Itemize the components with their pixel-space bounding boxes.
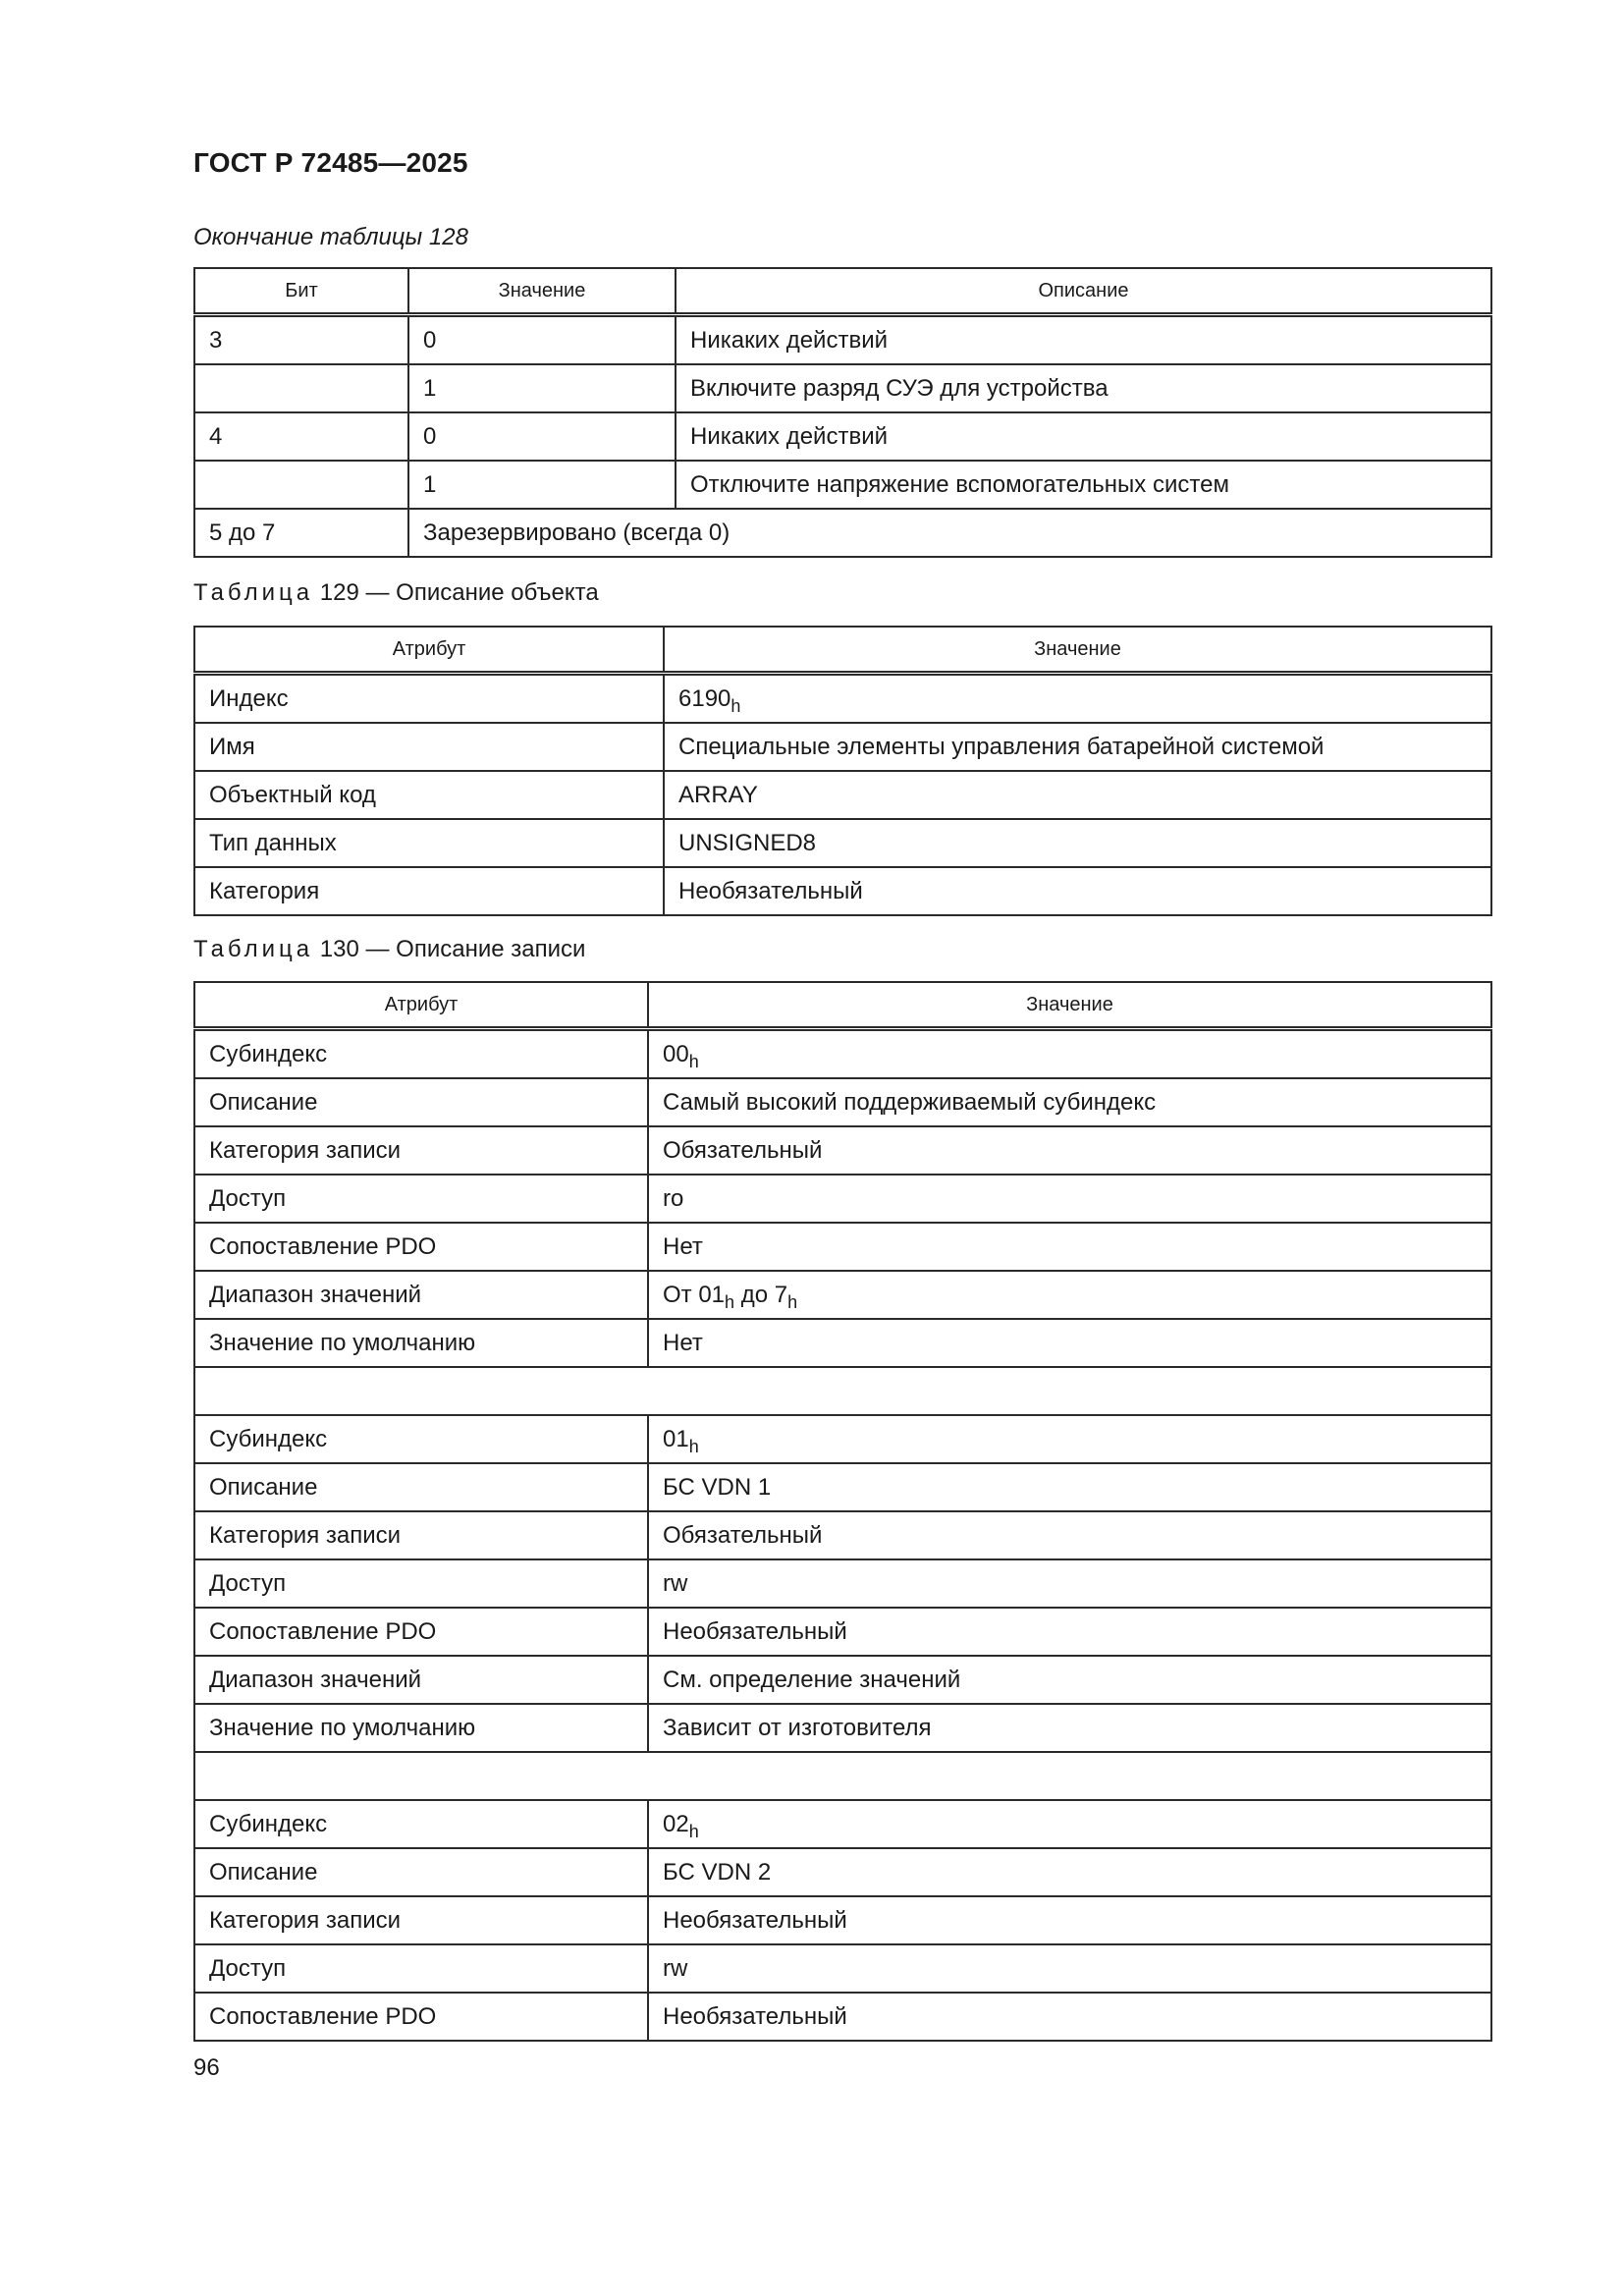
cell-description: Отключите напряжение вспомогательных систем xyxy=(676,461,1491,509)
cell-value: Специальные элементы управления батарейной системой xyxy=(664,723,1491,771)
header-value: Значение xyxy=(664,627,1491,674)
table-row xyxy=(194,1319,1491,1367)
table-row xyxy=(194,819,1491,867)
cell-value xyxy=(648,1029,1491,1079)
cell-attribute: Объектный код xyxy=(194,771,664,819)
header-value: Значение xyxy=(648,982,1491,1029)
table-row xyxy=(194,1511,1491,1559)
table-row xyxy=(194,1944,1491,1993)
cell-attribute: Категория записи xyxy=(194,1896,648,1944)
cell-value: 1 xyxy=(408,461,676,509)
hex-subscript: h xyxy=(688,1051,699,1071)
table-header-row xyxy=(194,627,1491,674)
caption-prefix: Таблица xyxy=(193,936,314,962)
table-row xyxy=(194,1078,1491,1126)
header-description: Описание xyxy=(676,268,1491,315)
table-row xyxy=(194,1271,1491,1319)
table-row xyxy=(194,1800,1491,1848)
table-128-caption: Окончание таблицы 128 xyxy=(193,224,468,250)
table-130 xyxy=(193,981,1492,2042)
table-row xyxy=(194,412,1491,461)
table-row xyxy=(194,1704,1491,1752)
cell-bit: 5 до 7 xyxy=(194,509,408,557)
table-row xyxy=(194,771,1491,819)
table-row xyxy=(194,1656,1491,1704)
caption-text: 129 — Описание объекта xyxy=(319,579,599,606)
cell-attribute: Субиндекс xyxy=(194,1415,648,1463)
cell-value: ARRAY xyxy=(664,771,1491,819)
table-row xyxy=(194,461,1491,509)
separator-row xyxy=(194,1752,1491,1800)
cell-attribute: Категория записи xyxy=(194,1511,648,1559)
cell-attribute: Описание xyxy=(194,1078,648,1126)
cell-bit xyxy=(194,364,408,412)
cell-attribute: Категория xyxy=(194,867,664,915)
cell-value: 0 xyxy=(408,315,676,365)
cell-attribute: Категория записи xyxy=(194,1126,648,1175)
table-row xyxy=(194,1223,1491,1271)
cell-reserved: Зарезервировано (всегда 0) xyxy=(408,509,1491,557)
value-text: 01 xyxy=(663,1425,689,1452)
cell-value xyxy=(664,674,1491,724)
value-text: 00 xyxy=(663,1040,689,1067)
cell-description: Никаких действий xyxy=(676,412,1491,461)
header-bit: Бит xyxy=(194,268,408,315)
cell-value xyxy=(648,1800,1491,1848)
cell-value: Обязательный xyxy=(648,1511,1491,1559)
header-attribute: Атрибут xyxy=(194,982,648,1029)
cell-value: 0 xyxy=(408,412,676,461)
table-row xyxy=(194,1126,1491,1175)
table-row xyxy=(194,1993,1491,2041)
cell-value: См. определение значений xyxy=(648,1656,1491,1704)
cell-attribute: Значение по умолчанию xyxy=(194,1704,648,1752)
table-row xyxy=(194,1463,1491,1511)
cell-value: Необязательный xyxy=(648,1608,1491,1656)
header-value: Значение xyxy=(408,268,676,315)
value-text: 02 xyxy=(663,1810,689,1837)
table-129-caption xyxy=(193,579,599,607)
cell-value: Обязательный xyxy=(648,1126,1491,1175)
cell-value: UNSIGNED8 xyxy=(664,819,1491,867)
table-row xyxy=(194,1848,1491,1896)
table-row xyxy=(194,509,1491,557)
cell-value xyxy=(648,1415,1491,1463)
value-text: до 7 xyxy=(734,1281,788,1308)
caption-prefix: Таблица xyxy=(193,579,314,606)
cell-bit xyxy=(194,461,408,509)
cell-attribute: Имя xyxy=(194,723,664,771)
cell-value: Необязательный xyxy=(664,867,1491,915)
table-130-caption xyxy=(193,936,585,963)
page-number: 96 xyxy=(193,2054,220,2081)
value-text: От 01 xyxy=(663,1281,726,1308)
cell-value: БС VDN 2 xyxy=(648,1848,1491,1896)
cell-description: Никаких действий xyxy=(676,315,1491,365)
table-row xyxy=(194,364,1491,412)
hex-subscript: h xyxy=(730,695,741,716)
table-row xyxy=(194,723,1491,771)
cell-attribute: Тип данных xyxy=(194,819,664,867)
hex-subscript: h xyxy=(725,1291,735,1312)
document-header: ГОСТ Р 72485—2025 xyxy=(193,147,468,178)
cell-attribute: Описание xyxy=(194,1463,648,1511)
cell-attribute: Доступ xyxy=(194,1175,648,1223)
table-row xyxy=(194,1896,1491,1944)
cell-bit: 3 xyxy=(194,315,408,365)
cell-attribute: Сопоставление PDO xyxy=(194,1993,648,2041)
cell-attribute: Диапазон значений xyxy=(194,1656,648,1704)
table-row xyxy=(194,674,1491,724)
empty-cell xyxy=(194,1752,1491,1800)
table-row xyxy=(194,315,1491,365)
cell-attribute: Субиндекс xyxy=(194,1029,648,1079)
table-row xyxy=(194,1029,1491,1079)
header-attribute: Атрибут xyxy=(194,627,664,674)
table-header-row xyxy=(194,982,1491,1029)
cell-attribute: Индекс xyxy=(194,674,664,724)
cell-attribute: Сопоставление PDO xyxy=(194,1223,648,1271)
cell-bit: 4 xyxy=(194,412,408,461)
cell-value: Необязательный xyxy=(648,1896,1491,1944)
table-header-row xyxy=(194,268,1491,315)
cell-value: ro xyxy=(648,1175,1491,1223)
cell-value xyxy=(648,1271,1491,1319)
table-128 xyxy=(193,267,1492,558)
table-129 xyxy=(193,626,1492,916)
cell-attribute: Доступ xyxy=(194,1944,648,1993)
cell-value: Самый высокий поддерживаемый субиндекс xyxy=(648,1078,1491,1126)
cell-attribute: Диапазон значений xyxy=(194,1271,648,1319)
table-row xyxy=(194,1559,1491,1608)
value-text: 6190 xyxy=(678,684,731,712)
table-row xyxy=(194,867,1491,915)
cell-value: БС VDN 1 xyxy=(648,1463,1491,1511)
table-row xyxy=(194,1415,1491,1463)
hex-subscript: h xyxy=(787,1291,798,1312)
cell-attribute: Описание xyxy=(194,1848,648,1896)
cell-value: rw xyxy=(648,1944,1491,1993)
caption-text: 130 — Описание записи xyxy=(319,936,586,962)
cell-value: Необязательный xyxy=(648,1993,1491,2041)
cell-attribute: Субиндекс xyxy=(194,1800,648,1848)
cell-value: rw xyxy=(648,1559,1491,1608)
cell-value: 1 xyxy=(408,364,676,412)
cell-attribute: Доступ xyxy=(194,1559,648,1608)
hex-subscript: h xyxy=(688,1436,699,1456)
separator-row xyxy=(194,1367,1491,1415)
cell-description: Включите разряд СУЭ для устройства xyxy=(676,364,1491,412)
table-row xyxy=(194,1608,1491,1656)
cell-value: Нет xyxy=(648,1319,1491,1367)
table-row xyxy=(194,1175,1491,1223)
hex-subscript: h xyxy=(688,1821,699,1841)
cell-value: Зависит от изготовителя xyxy=(648,1704,1491,1752)
cell-attribute: Значение по умолчанию xyxy=(194,1319,648,1367)
cell-value: Нет xyxy=(648,1223,1491,1271)
cell-attribute: Сопоставление PDO xyxy=(194,1608,648,1656)
empty-cell xyxy=(194,1367,1491,1415)
